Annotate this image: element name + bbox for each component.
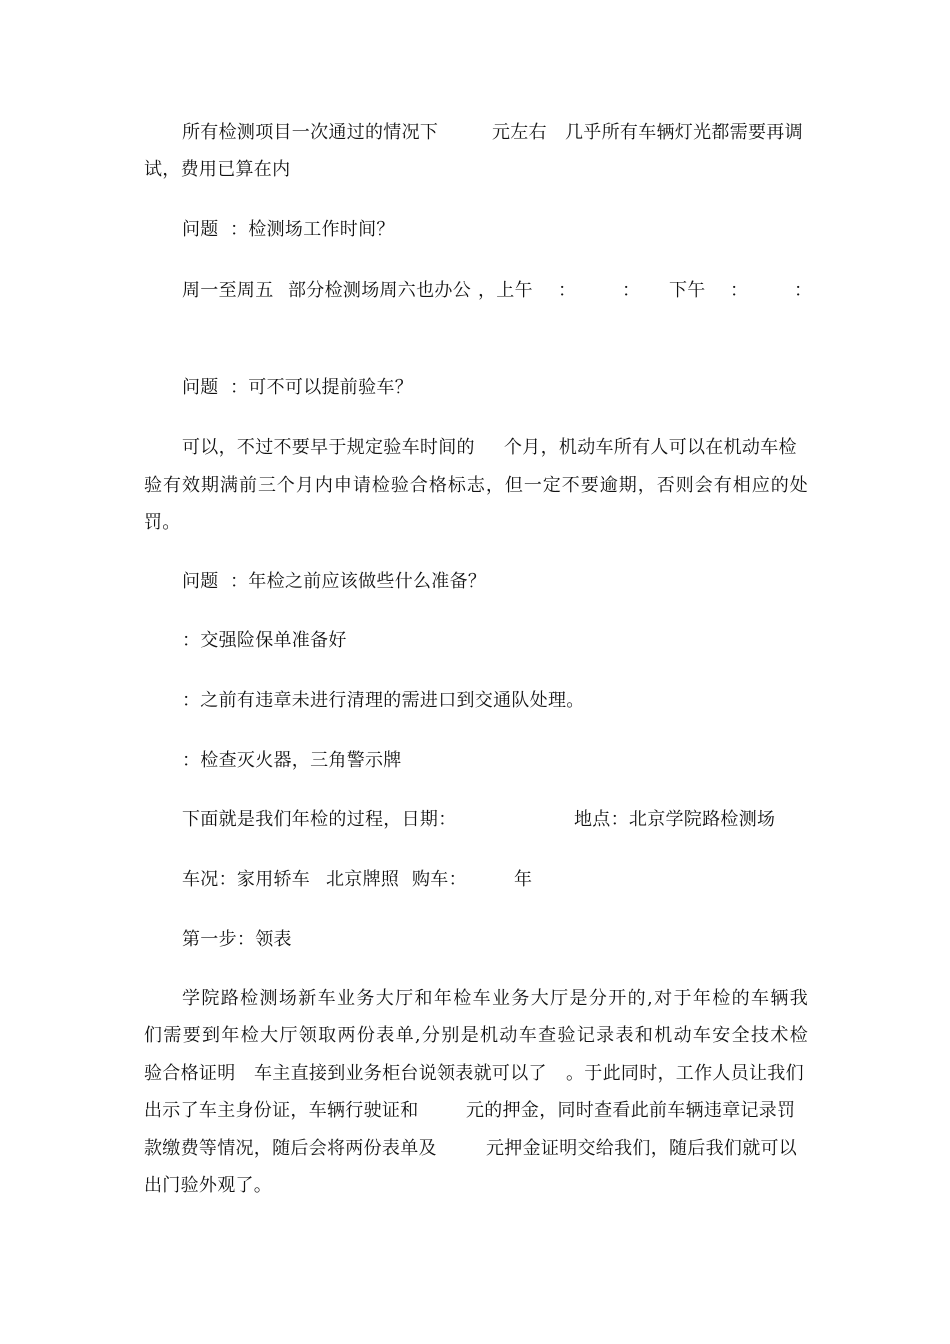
hours-morning-colon-2: ：: [622, 280, 641, 301]
car-bought-year-unit: 年: [514, 869, 533, 890]
step1-text-line-5-part-1: 款缴费等情况，随后会将两份表单及: [144, 1138, 437, 1159]
step-1-title: 第一步：领表: [182, 929, 292, 950]
early-text-line-2: 验有效期满前三个月内申请检验合格标志，但一定不要逾期，否则会有相应的处: [144, 475, 808, 496]
question-text: ：年检之前应该做些什么准备？: [230, 571, 487, 592]
cost-text-part-1: 所有检测项目一次通过的情况下: [182, 122, 439, 143]
paragraph-cost-line-2: 试，费用已算在内: [144, 159, 291, 180]
step1-text-line-1: 学院路检测场新车业务大厅和年检车业务大厅是分开的,对于年检的车辆我: [182, 988, 808, 1009]
question-label: 问题: [182, 219, 219, 240]
step1-text-line-5-part-2: 元押金证明交给我们，随后我们就可以: [486, 1138, 798, 1159]
process-place: 地点：北京学院路检测场: [574, 809, 776, 830]
hours-morning-label: ，上午: [478, 280, 533, 301]
car-type: 车况：家用轿车: [182, 869, 311, 890]
car-plate: 北京牌照: [326, 869, 400, 890]
answer-early-line-3: 罚。: [144, 512, 181, 533]
early-text-part-2: 个月，机动车所有人可以在机动车检: [504, 437, 797, 458]
hours-afternoon-colon-1: ：: [730, 280, 749, 301]
process-date-label: 下面就是我们年检的过程，日期：: [182, 809, 457, 830]
prep-item-extinguisher: ：检查灭火器，三角警示牌: [182, 750, 402, 771]
cost-text-part-2: 元左右: [492, 122, 547, 143]
hours-days: 周一至周五: [182, 280, 274, 301]
prep-item-violations: ：之前有违章未进行清理的需进口到交通队处理。: [182, 690, 585, 711]
hours-afternoon-colon-2: ：: [794, 280, 813, 301]
early-text-part-1: 可以，不过不要早于规定验车时间的: [182, 437, 475, 458]
step1-para-line-6: 出门验外观了。: [144, 1175, 273, 1196]
step1-text-line-4-part-1: 出示了车主身份证，车辆行驶证和: [144, 1100, 419, 1121]
hours-saturday-note: 部分检测场周六也办公: [288, 280, 471, 301]
answer-early-line-2: [144, 474, 808, 498]
hours-afternoon-label: 下午: [669, 280, 706, 301]
step1-para-line-2: [144, 1024, 808, 1048]
prep-item-insurance: ：交强险保单准备好: [182, 630, 347, 651]
cost-text-part-3: 几乎所有车辆灯光都需要再调: [565, 122, 803, 143]
question-text: ：检测场工作时间？: [230, 219, 395, 240]
step1-text-line-3-part-2: 车主直接到业务柜台说领表就可以了: [254, 1063, 547, 1084]
question-label: 问题: [182, 377, 219, 398]
hours-morning-colon-1: ：: [558, 280, 577, 301]
step1-text-line-3-part-1: 验合格证明: [144, 1063, 236, 1084]
step1-text-line-2: 们需要到年检大厅领取两份表单,分别是机动车查验记录表和机动车安全技术检: [144, 1025, 808, 1046]
question-text: ：可不可以提前验车？: [230, 377, 413, 398]
car-bought-label: 购车：: [412, 869, 467, 890]
step1-para-line-1: [182, 987, 808, 1011]
question-label: 问题: [182, 571, 219, 592]
step1-text-line-3-part-3: 。于此同时，工作人员让我们: [566, 1063, 804, 1084]
step1-text-line-4-part-2: 元的押金，同时查看此前车辆违章记录罚: [466, 1100, 796, 1121]
